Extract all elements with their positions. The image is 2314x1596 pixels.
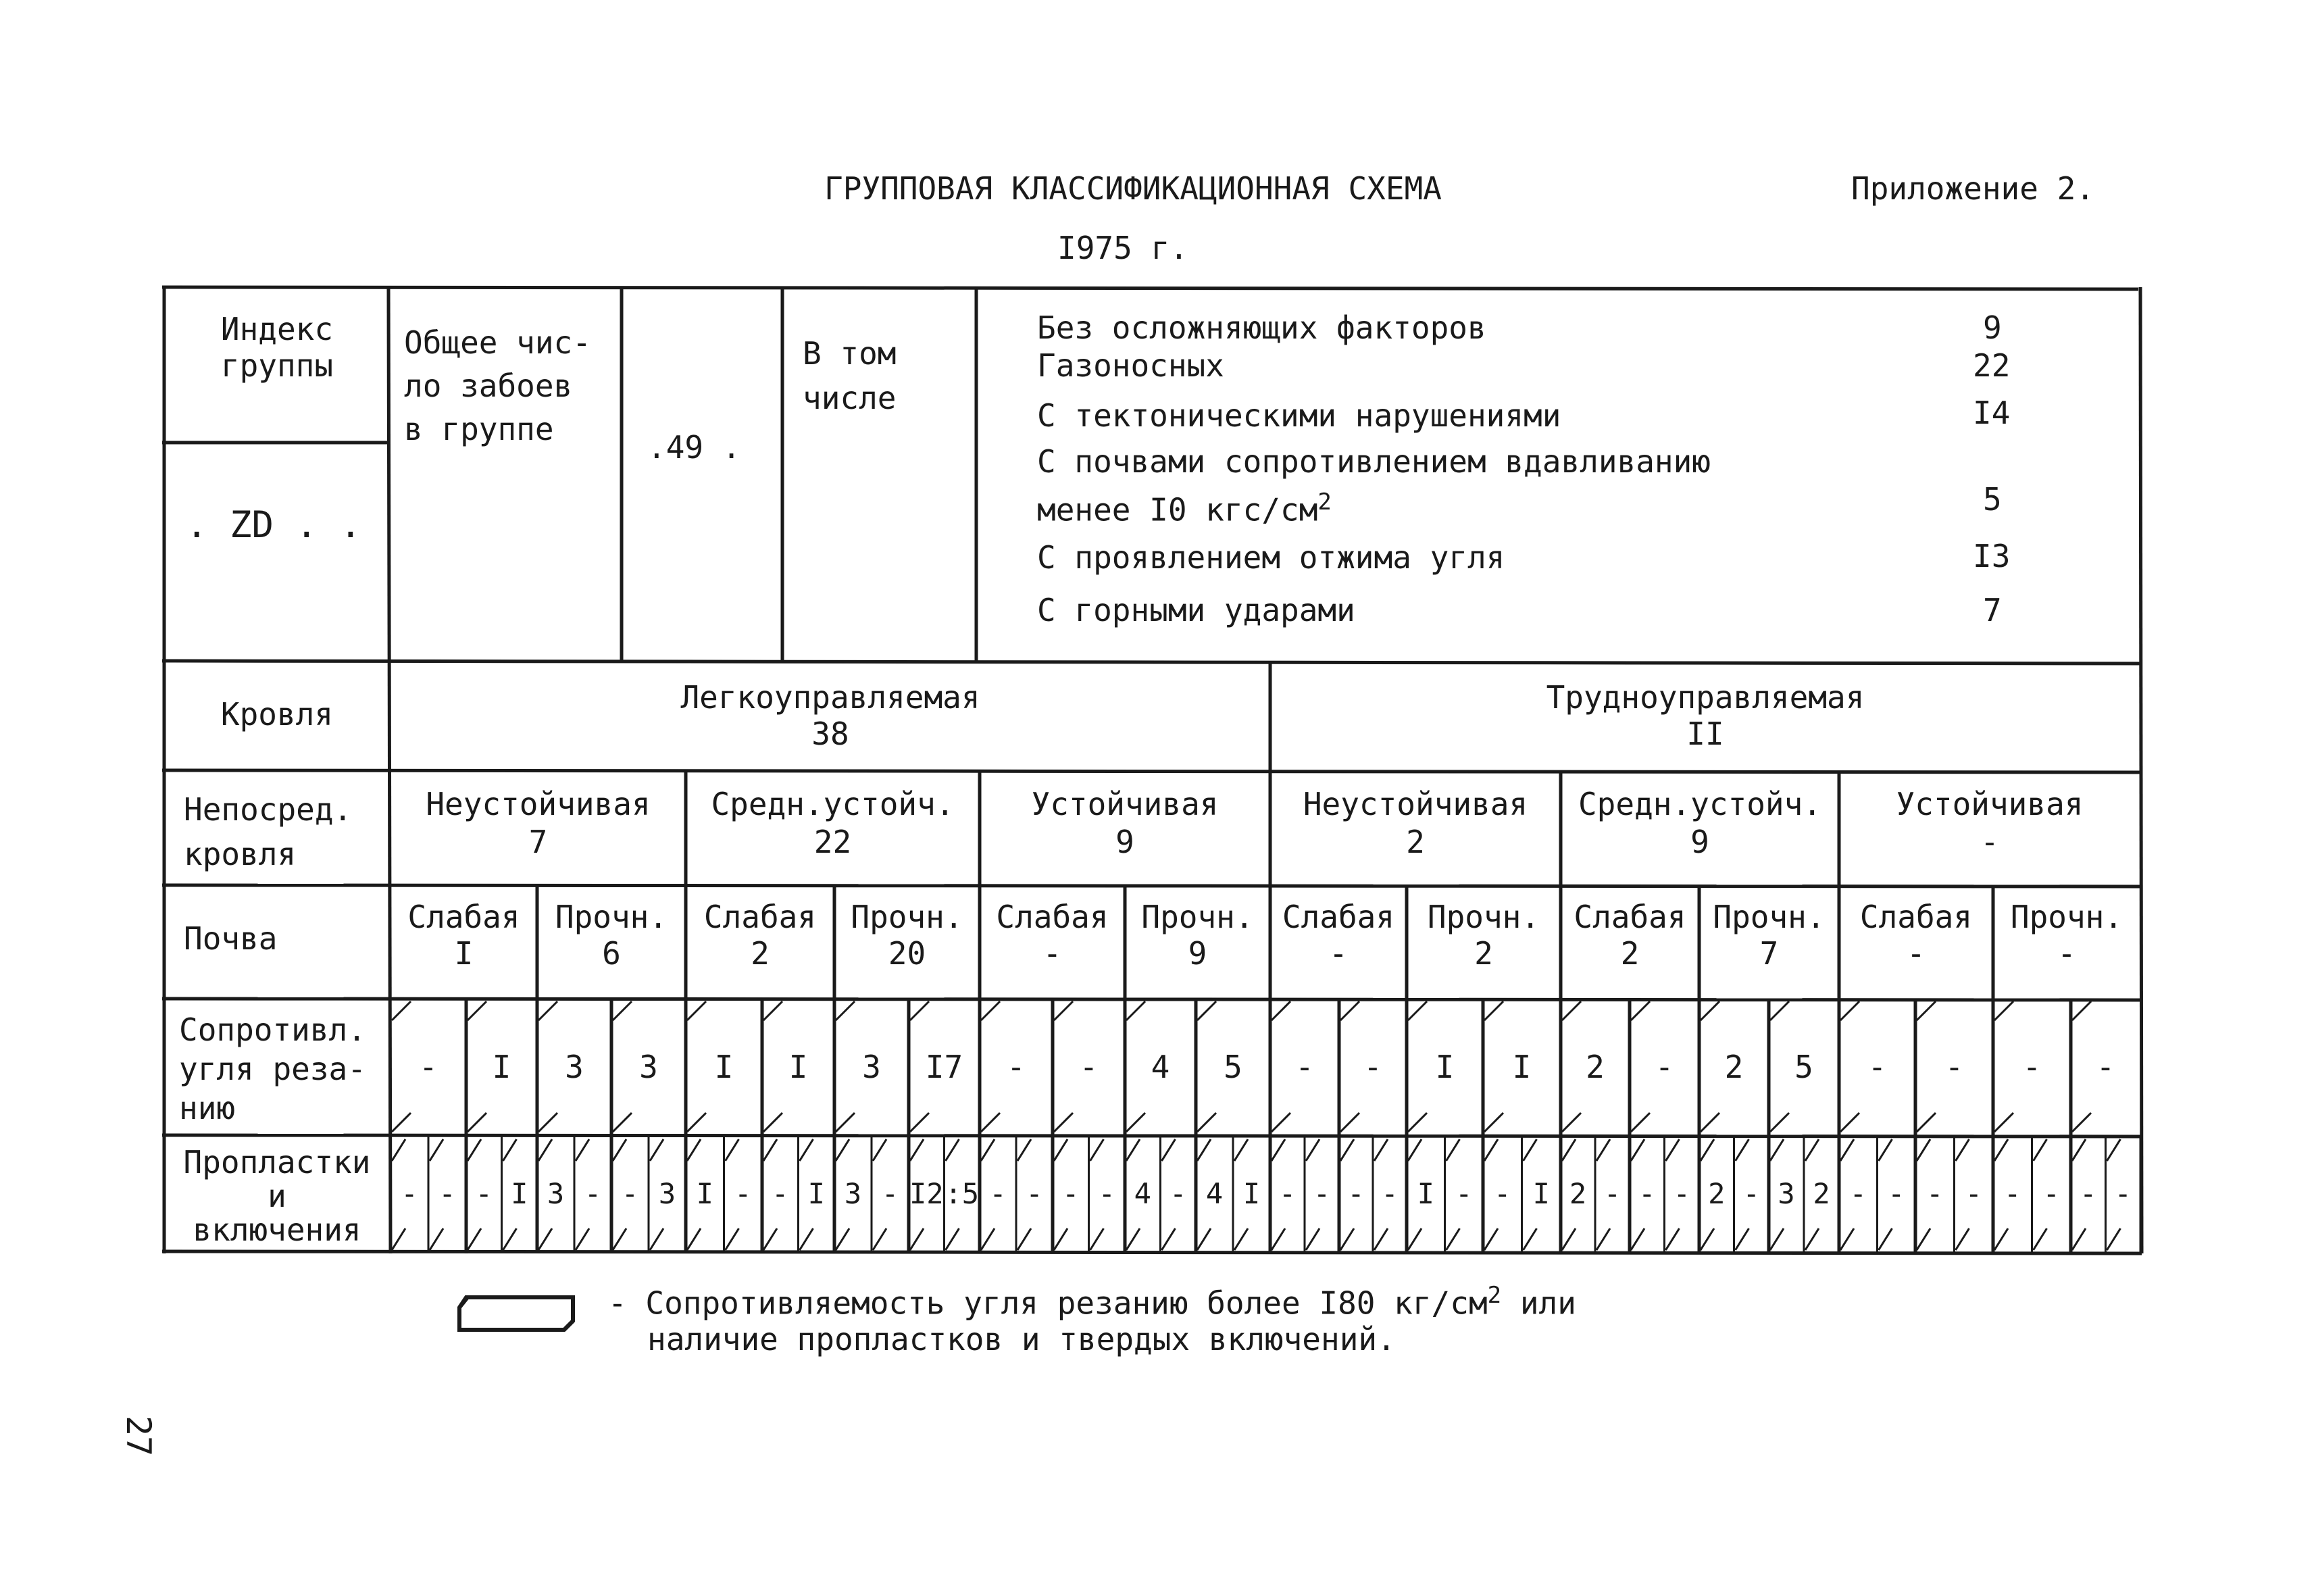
floor-cell: Слабая 2 bbox=[1574, 899, 1686, 972]
resistance-cell: - bbox=[1944, 1049, 1964, 1085]
resistance-cell: 5 bbox=[1224, 1049, 1242, 1085]
interlayer-cell: 3 bbox=[1778, 1177, 1795, 1210]
resistance-cell: 2 bbox=[1586, 1049, 1605, 1085]
document-year: I975 г. bbox=[1057, 230, 1188, 266]
resistance-cell: 3 bbox=[639, 1049, 658, 1085]
index-label: Индекс группы bbox=[220, 311, 334, 384]
immediate-roof-cell: Устойчивая 9 bbox=[1031, 786, 1219, 860]
floor-cell: Слабая - bbox=[1282, 899, 1395, 972]
resistance-cell: - bbox=[2096, 1049, 2115, 1085]
interlayer-cell: I bbox=[511, 1177, 528, 1210]
interlayer-cell: 2 bbox=[1813, 1177, 1830, 1210]
interlayer-cell: I bbox=[1242, 1177, 1261, 1210]
factor-row: Без осложняющих факторов bbox=[1037, 309, 1486, 346]
document-title: ГРУППОВАЯ КЛАССИФИКАЦИОННАЯ СХЕМА bbox=[824, 170, 1442, 207]
roof-group-hard: Трудноуправляемая II bbox=[1546, 679, 1865, 752]
interlayer-cell: - bbox=[772, 1177, 789, 1210]
factor-row: Газоносных bbox=[1037, 347, 1224, 384]
resistance-cell: - bbox=[1007, 1049, 1026, 1085]
factor-row: С горными ударами bbox=[1037, 592, 1355, 628]
interlayer-cell: - bbox=[881, 1177, 899, 1210]
immediate-roof-cell: Неустойчивая 2 bbox=[1303, 786, 1528, 860]
resistance-cell: I bbox=[1435, 1049, 1455, 1085]
interlayer-cell: I bbox=[696, 1177, 713, 1210]
interlayer-cell: - bbox=[1849, 1177, 1867, 1210]
interlayer-cell: - bbox=[1638, 1177, 1656, 1210]
interlayer-cell: - bbox=[1169, 1177, 1187, 1210]
including-label: В том числе bbox=[803, 335, 897, 416]
interlayer-cell: 2 bbox=[1708, 1177, 1726, 1210]
floor-cell: Прочн. 6 bbox=[555, 899, 668, 972]
interlayer-cell: - bbox=[584, 1177, 602, 1210]
factor-value: 22 bbox=[1973, 347, 2011, 384]
interlayer-cell: - bbox=[401, 1177, 418, 1210]
resistance-cell: - bbox=[1867, 1049, 1887, 1085]
interlayer-cell: 3 bbox=[547, 1177, 565, 1210]
floor-label: Почва bbox=[184, 920, 278, 957]
resistance-cell: 3 bbox=[565, 1049, 584, 1085]
interlayer-cell: - bbox=[438, 1177, 456, 1210]
immediate-roof-cell: Неустойчивая 7 bbox=[426, 786, 651, 860]
interlayer-cell: 3 bbox=[658, 1177, 676, 1210]
index-value: . ZD . . bbox=[186, 503, 362, 546]
interlayer-cell: - bbox=[475, 1177, 493, 1210]
resistance-cell: 2 bbox=[1724, 1049, 1744, 1085]
factor-value: 5 bbox=[1983, 481, 2002, 518]
interlayer-cell: - bbox=[1026, 1177, 1043, 1210]
interlayer-cell: - bbox=[2042, 1177, 2060, 1210]
page-number: 27 bbox=[119, 1416, 158, 1457]
resistance-label: Сопротивл. угля реза- нию bbox=[179, 1012, 366, 1126]
factor-value: I4 bbox=[1973, 395, 2011, 431]
floor-cell: Слабая 2 bbox=[703, 899, 817, 972]
total-faces-label: Общее чис- ло забоев в группе bbox=[404, 324, 591, 447]
factor-value: 7 bbox=[1983, 592, 2002, 628]
resistance-cell: - bbox=[1295, 1049, 1314, 1085]
immediate-roof-cell: Средн.устойч. 22 bbox=[711, 786, 955, 860]
factor-value: I3 bbox=[1973, 538, 2011, 574]
interlayer-cell: - bbox=[1673, 1177, 1690, 1210]
interlayer-cell: - bbox=[1313, 1177, 1331, 1210]
resistance-cell: - bbox=[2022, 1049, 2042, 1085]
resistance-cell: - bbox=[1363, 1049, 1382, 1085]
floor-cell: Прочн. 2 bbox=[1427, 899, 1540, 972]
resistance-cell: - bbox=[1655, 1049, 1674, 1085]
interlayer-cell: I bbox=[1532, 1177, 1550, 1210]
resistance-cell: I7 bbox=[925, 1049, 963, 1085]
factor-row: С проявлением отжима угля bbox=[1037, 539, 1505, 576]
interlayer-cell: 3 bbox=[844, 1177, 862, 1210]
interlayer-cell: - bbox=[1965, 1177, 1982, 1210]
interlayer-cell: - bbox=[2080, 1177, 2097, 1210]
interlayer-cell: 4 bbox=[1134, 1177, 1151, 1210]
interlayer-cell: 2 bbox=[1569, 1177, 1587, 1210]
interlayer-cell: I2 bbox=[909, 1177, 944, 1210]
appendix-label: Приложение 2. bbox=[1851, 170, 2095, 207]
resistance-cell: I bbox=[1512, 1049, 1532, 1085]
interlayer-cell: :5 bbox=[945, 1177, 980, 1210]
interlayer-cell: - bbox=[2114, 1177, 2132, 1210]
resistance-cell: - bbox=[419, 1049, 438, 1085]
floor-cell: Прочн. 9 bbox=[1141, 899, 1254, 972]
factor-row: С тектоническими нарушениями bbox=[1037, 397, 1561, 434]
floor-cell: Слабая I bbox=[407, 899, 520, 972]
resistance-cell: I bbox=[714, 1049, 734, 1085]
interlayer-cell: - bbox=[1455, 1177, 1473, 1210]
interlayer-cell: - bbox=[734, 1177, 752, 1210]
interlayer-cell: I bbox=[807, 1177, 825, 1210]
roof-group-easy: Легкоуправляемая 38 bbox=[680, 679, 980, 752]
factor-value: 9 bbox=[1983, 309, 2002, 346]
interlayer-cell: I bbox=[1417, 1177, 1434, 1210]
floor-cell: Прочн. 7 bbox=[1713, 899, 1826, 972]
immediate-roof-cell: Устойчивая - bbox=[1896, 786, 2084, 860]
interlayer-cell: - bbox=[1347, 1177, 1365, 1210]
interlayer-cell: - bbox=[1926, 1177, 1944, 1210]
resistance-cell: - bbox=[1079, 1049, 1099, 1085]
resistance-cell: I bbox=[492, 1049, 511, 1085]
interlayer-cell: - bbox=[621, 1177, 639, 1210]
interlayer-cell: - bbox=[1494, 1177, 1511, 1210]
immediate-roof-cell: Средн.устойч. 9 bbox=[1578, 786, 1822, 860]
interlayer-cell: - bbox=[2004, 1177, 2021, 1210]
immediate-roof-label: Непосред. кровля bbox=[184, 791, 353, 872]
interlayer-cell: - bbox=[1381, 1177, 1399, 1210]
interlayer-cell: 4 bbox=[1205, 1177, 1224, 1210]
resistance-cell: 4 bbox=[1151, 1049, 1170, 1085]
factor-row: С почвами сопротивлением вдавливанию bbox=[1037, 443, 1711, 480]
interlayer-cell: - bbox=[1098, 1177, 1115, 1210]
interlayer-cell: - bbox=[1742, 1177, 1760, 1210]
floor-cell: Прочн. - bbox=[2010, 899, 2123, 972]
interlayer-cell: - bbox=[1603, 1177, 1621, 1210]
resistance-cell: 3 bbox=[862, 1049, 881, 1085]
resistance-cell: 5 bbox=[1794, 1049, 1813, 1085]
floor-cell: Слабая - bbox=[1859, 899, 1973, 972]
interlayer-cell: - bbox=[1278, 1177, 1297, 1210]
floor-cell: Прочн. 20 bbox=[851, 899, 963, 972]
interlayer-cell: - bbox=[989, 1177, 1007, 1210]
interlayers-label: Пропластки и включения bbox=[183, 1144, 371, 1248]
interlayer-cell: - bbox=[1888, 1177, 1905, 1210]
floor-cell: Слабая - bbox=[996, 899, 1109, 972]
interlayer-cell: - bbox=[1062, 1177, 1080, 1210]
legend-text: - Сопротивляемость угля резанию более I80 $кг/см^2$ или наличие пропластков и твердых включений. bbox=[608, 1282, 1576, 1358]
factor-row: менее I0 кгс/$см^2$ bbox=[1037, 489, 1332, 528]
roof-label: Кровля bbox=[220, 696, 334, 732]
resistance-cell: I bbox=[788, 1049, 808, 1085]
total-faces-value: .49 . bbox=[647, 429, 741, 466]
